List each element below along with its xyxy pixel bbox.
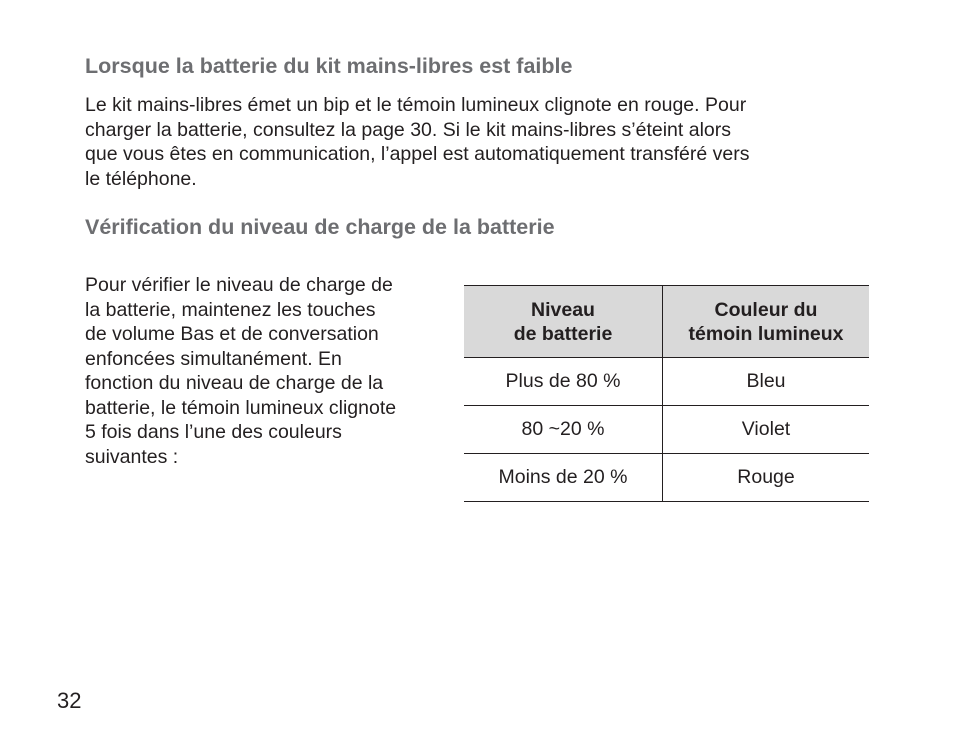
paragraph-line: Pour vérifier le niveau de charge de	[85, 274, 393, 296]
paragraph-line: Le kit mains-libres émet un bip et le témoin lumineux clignote en rouge. Pour	[85, 94, 747, 116]
paragraph-line: fonction du niveau de charge de la	[85, 372, 384, 394]
section-heading-battery-check: Vérification du niveau de charge de la batterie	[85, 215, 555, 239]
paragraph-line: suivantes :	[85, 445, 179, 468]
header-text: de batterie	[513, 322, 613, 345]
table-row	[464, 358, 869, 406]
cell-indicator-color: Violet	[663, 406, 870, 454]
paragraph-line: que vous êtes en communication, l’appel est automatiquement transféré vers	[85, 143, 750, 165]
paragraph-line: batterie, le témoin lumineux clignote	[85, 396, 397, 419]
cell-indicator-color: Rouge	[663, 454, 870, 502]
paragraph-line: enfoncées simultanément. En	[85, 347, 342, 370]
header-indicator-color	[663, 286, 870, 358]
paragraph-line: charger la batterie, consultez la page 30. Si le kit mains-libres s’éteint alors	[85, 118, 731, 141]
paragraph-line: 5 fois dans l’une des couleurs	[85, 421, 342, 443]
paragraph-line: la batterie, maintenez les touches	[85, 298, 376, 321]
cell-battery-level: 80 ~20 %	[464, 406, 663, 454]
header-text: Niveau	[531, 298, 595, 321]
table-row	[464, 454, 869, 502]
battery-level-table	[464, 285, 869, 502]
header-text: témoin lumineux	[688, 322, 844, 345]
table-header-row	[464, 286, 869, 358]
page-number: 32	[57, 688, 82, 713]
paragraph-line: le téléphone.	[85, 167, 197, 190]
paragraph-line: de volume Bas et de conversation	[85, 323, 379, 345]
cell-indicator-color: Bleu	[663, 358, 870, 406]
header-battery-level	[464, 286, 663, 358]
table-row	[464, 406, 869, 454]
section-heading-low-battery: Lorsque la batterie du kit mains-libres est faible	[85, 54, 573, 78]
cell-battery-level: Moins de 20 %	[464, 454, 663, 502]
cell-battery-level: Plus de 80 %	[464, 358, 663, 406]
header-text: Couleur du	[714, 298, 818, 321]
battery-check-paragraph	[85, 273, 450, 469]
low-battery-paragraph	[85, 93, 875, 191]
